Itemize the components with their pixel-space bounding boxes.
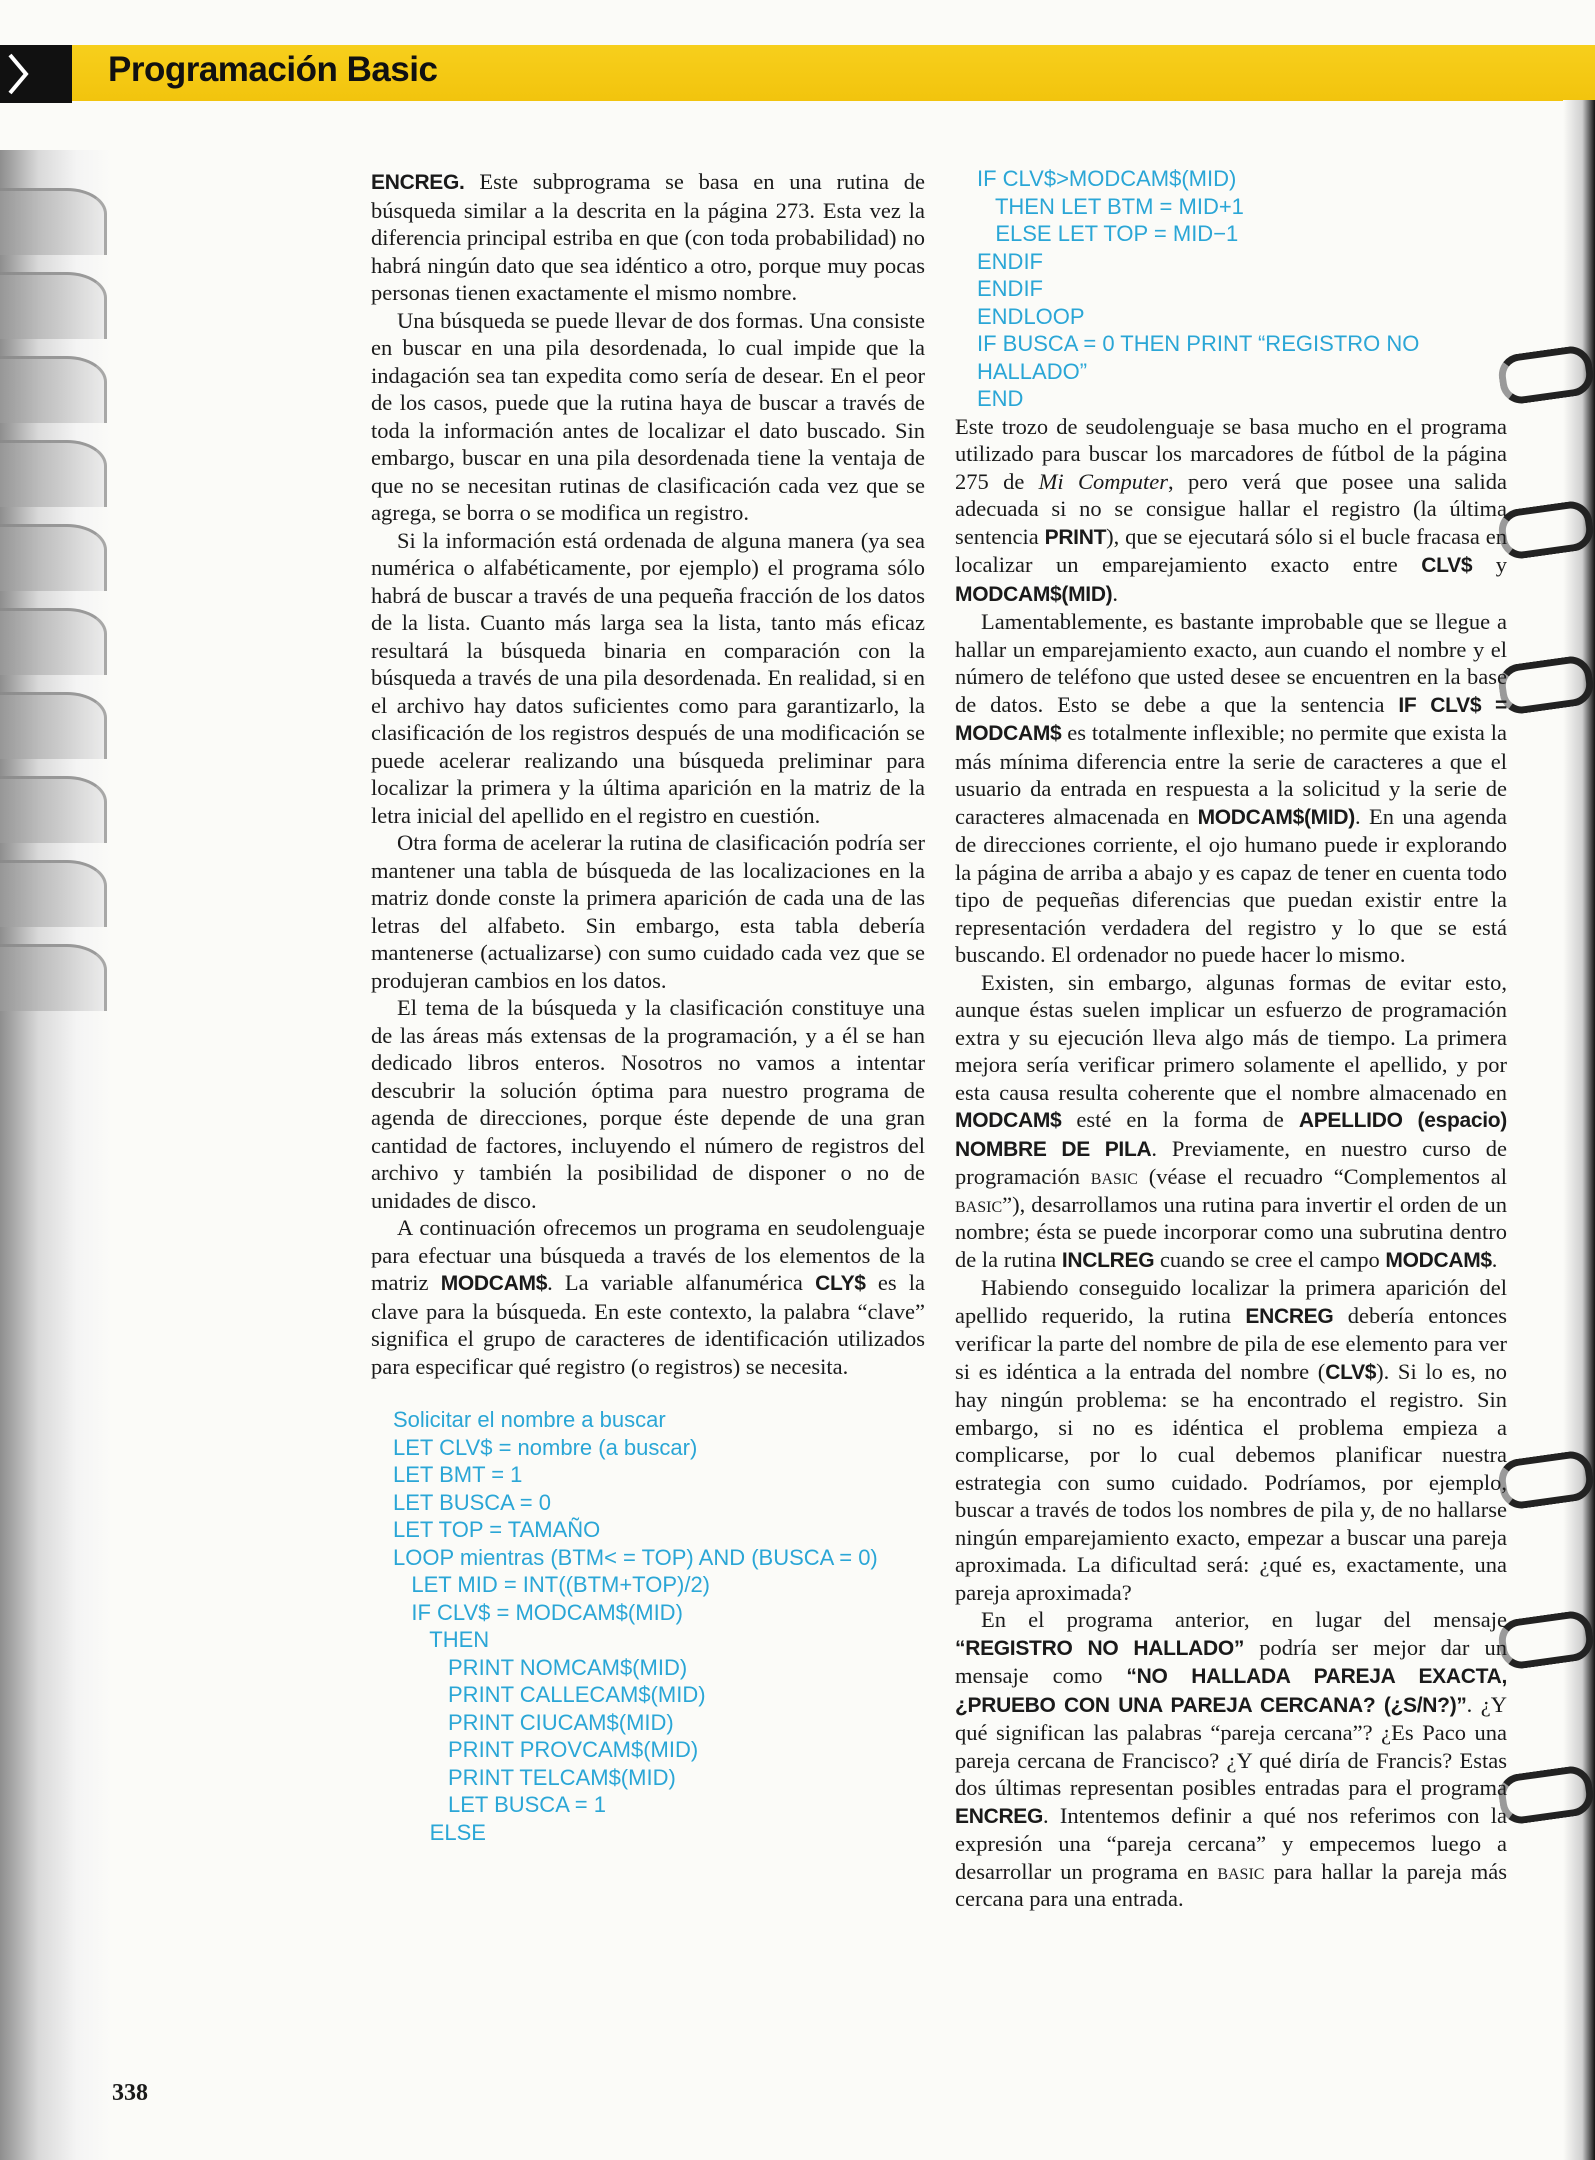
paragraph: Este trozo de seudolenguaje se basa mucho en el programa utilizado para buscar los marcadores de fútbol de la página 275 de Mi Computer, pero verá que posee una salida adecuada si no se consigue hallar el registro (la última sentencia PRINT), que se ejecutará sólo si el bucle fracasa en localizar un emparejamiento exacto entre CLV$ y MODCAM$(MID). [955, 413, 1507, 606]
paragraph: Habiendo conseguido localizar la primera aparición del apellido requerido, la rutina ENCREG debería entonces verificar la parte del nombre de pila de ese elemento para ver si es idéntica a la entrada del nombre (CLV$). Si lo es, no hay ningún problema: se ha encontrado el registro. Sin embargo, si no es idéntica el problema empieza a complicarse, por lo cual debemos planificar nuestra estrategia con sumo cuidado. Podríamos, por ejemplo, buscar a través de todos los nombres de pila y, de no hallarse ningún emparejamiento exacto, empezar a buscar una pareja aproximada. La dificultad será: ¿qué es, exactamente, una pareja aproximada? [955, 1275, 1508, 1605]
index-tab [0, 776, 107, 843]
section-title: Programación Basic [108, 50, 438, 89]
paragraph: Si la información está ordenada de alguna manera (ya sea numérica o alfabéticamente, por ejemplo) el programa sólo habrá de buscar a través de una pequeña fracción de los datos de la lista. Cuanto más larga sea la lista, tanto más eficaz resultará la búsqueda binaria en comparación con la búsqueda a través de una pila desordenada. En realidad, si en el archivo hay datos suficientes como para garantizarlo, la clasificación de los registros después de una modificación se puede acelerar realizando una búsqueda preliminar para localizar la primera y la última aparición en la matriz de la letra inicial del apellido en el registro en cuestión. [371, 527, 925, 828]
index-tab [0, 860, 107, 927]
index-tab [0, 524, 107, 591]
paragraph: Una búsqueda se puede llevar de dos formas. Una consiste en buscar en una pila desordenada, lo cual impide que la indagación sea tan expedita como sería de desear. En el peor de los casos, puede que la rutina haya de buscar a través de toda la información antes de localizar el dato buscado. Sin embargo, buscar en una pila desordenada tiene la ventaja de que no se necesitan rutinas de clasificación cada vez que se agrega, se borra o se modifica un registro. [371, 307, 925, 525]
paragraph: A continuación ofrecemos un programa en seudolenguaje para efectuar una búsqueda a través de los elementos de la matriz MODCAM$. La variable alfanumérica CLY$ es la clave para la búsqueda. En este contexto, la palabra “clave” significa el grupo de caracteres de identificación utilizados para especificar qué registro (o registros) se necesita. [371, 1215, 926, 1379]
page-number: 338 [112, 2080, 148, 2106]
binder-edge [1563, 100, 1595, 2160]
index-tab [0, 188, 107, 255]
right-column [955, 165, 1507, 1913]
left-column [371, 168, 925, 1846]
index-tab [0, 944, 107, 1011]
paragraph: Lamentablemente, es bastante improbable que se llegue a hallar un emparejamiento exacto, aun cuando el nombre y el número de teléfono que usted desee se encuentren en la base de datos. Esto se debe a que la sentencia IF CLV$ = MODCAM$ es totalmente inflexible; no permite que exista la más mínima diferencia entre la serie de caracteres a que el usuario da entrada en respuesta a la solicitud y la serie de caracteres almacenada en MODCAM$(MID). En una agenda de direcciones corriente, el ojo humano puede ir explorando la página de arriba a abajo y es capaz de tener en cuenta todo tipo de pequeñas diferencias que puedan existir entre la representación verdadera del registro y lo que se está buscando. El ordenador no puede hacer lo mismo. [955, 609, 1508, 967]
index-tab [0, 440, 107, 507]
paragraph: ENCREG. Este subprograma se basa en una rutina de búsqueda similar a la descrita en la página 273. Esta vez la diferencia principal estriba en que (con toda probabilidad) no habrá ningún dato que sea idéntico a otro, porque muy pocas personas tienen exactamente el mismo nombre. [371, 169, 926, 305]
index-tab [0, 272, 107, 339]
paragraph: Otra forma de acelerar la rutina de clasificación podría ser mantener una tabla de búsqueda de las localizaciones en la matriz donde conste la primera aparición de cada una de las letras del alfabeto. Sin embargo, esta tabla debería mantenerse (actualizarse) con sumo cuidado cada vez que se produjeran cambios en los datos. [371, 830, 925, 993]
paragraph: Existen, sin embargo, algunas formas de evitar esto, aunque éstas suelen implicar un esfuerzo de programación extra y su ejecución lleva algo más de tiempo. La primera mejora sería verificar primero solamente el apellido, y por esta causa resulta coherente que el nombre almacenado en MODCAM$ esté en la forma de APELLIDO (espacio) NOMBRE DE PILA. Previamente, en nuestro curso de programación basic (véase el recuadro “Complementos al basic”), desarrollamos una rutina para invertir el orden de un nombre; ésta se puede incorporar como una subrutina dentro de la rutina INCLREG cuando se cree el campo MODCAM$. [955, 969, 1507, 1272]
index-tab [0, 692, 107, 759]
paragraph: En el programa anterior, en lugar del mensaje “REGISTRO NO HALLADO” podría ser mejor dar un mensaje como “NO HALLADA PAREJA EXACTA, ¿PRUEBO CON UNA PAREJA CERCANA? (¿S/N?)”. ¿Y qué significan las palabras “pareja cercana”? ¿Es Paco una pareja cercana de Francisco? ¿Y qué diría de Francis? Estas dos últimas representan posibles entradas para el programa ENCREG. Intentemos definir a qué nos referimos con la expresión una “pareja cercana” y empecemos luego a desarrollar un programa en basic para hallar la pareja más cercana para una entrada. [955, 1607, 1508, 1911]
index-tab [0, 356, 107, 423]
pseudocode-listing: Solicitar el nombre a buscar LET CLV$ = nombre (a buscar) LET BMT = 1 LET BUSCA = 0 LET TOP = TAMAÑO LOOP mientras (BTM< = TOP) AND (BUSCA = 0) LET MID = INT((BTM+TOP)/2) IF CLV$ = MODCAM$(MID) THEN PRINT NOMCAM$(MID) PRINT CALLECAM$(MID) PRINT CIUCAM$(MID) PRINT PROVCAM$(MID) PRINT TELCAM$(MID) LET BUSCA = 1 ELSE [393, 1407, 878, 1845]
paragraph: El tema de la búsqueda y la clasificación constituye una de las áreas más extensas de la programación, y a él se han dedicado libros enteros. Nosotros no vamos a intentar descubrir la solución óptima para nuestro programa de agenda de direcciones, porque éste depende de una gran cantidad de factores, incluyendo el número de registros del archivo y también la posibilidad de disponer o no de unidades de disco. [371, 995, 925, 1213]
chevron-right-icon [0, 45, 72, 103]
index-tab [0, 608, 107, 675]
pseudocode-listing-continued: IF CLV$>MODCAM$(MID) THEN LET BTM = MID+1 ELSE LET TOP = MID−1 ENDIF ENDIF ENDLOOP IF BUSCA = 0 THEN PRINT “REGISTRO NO HALLADO” END [977, 166, 1420, 411]
